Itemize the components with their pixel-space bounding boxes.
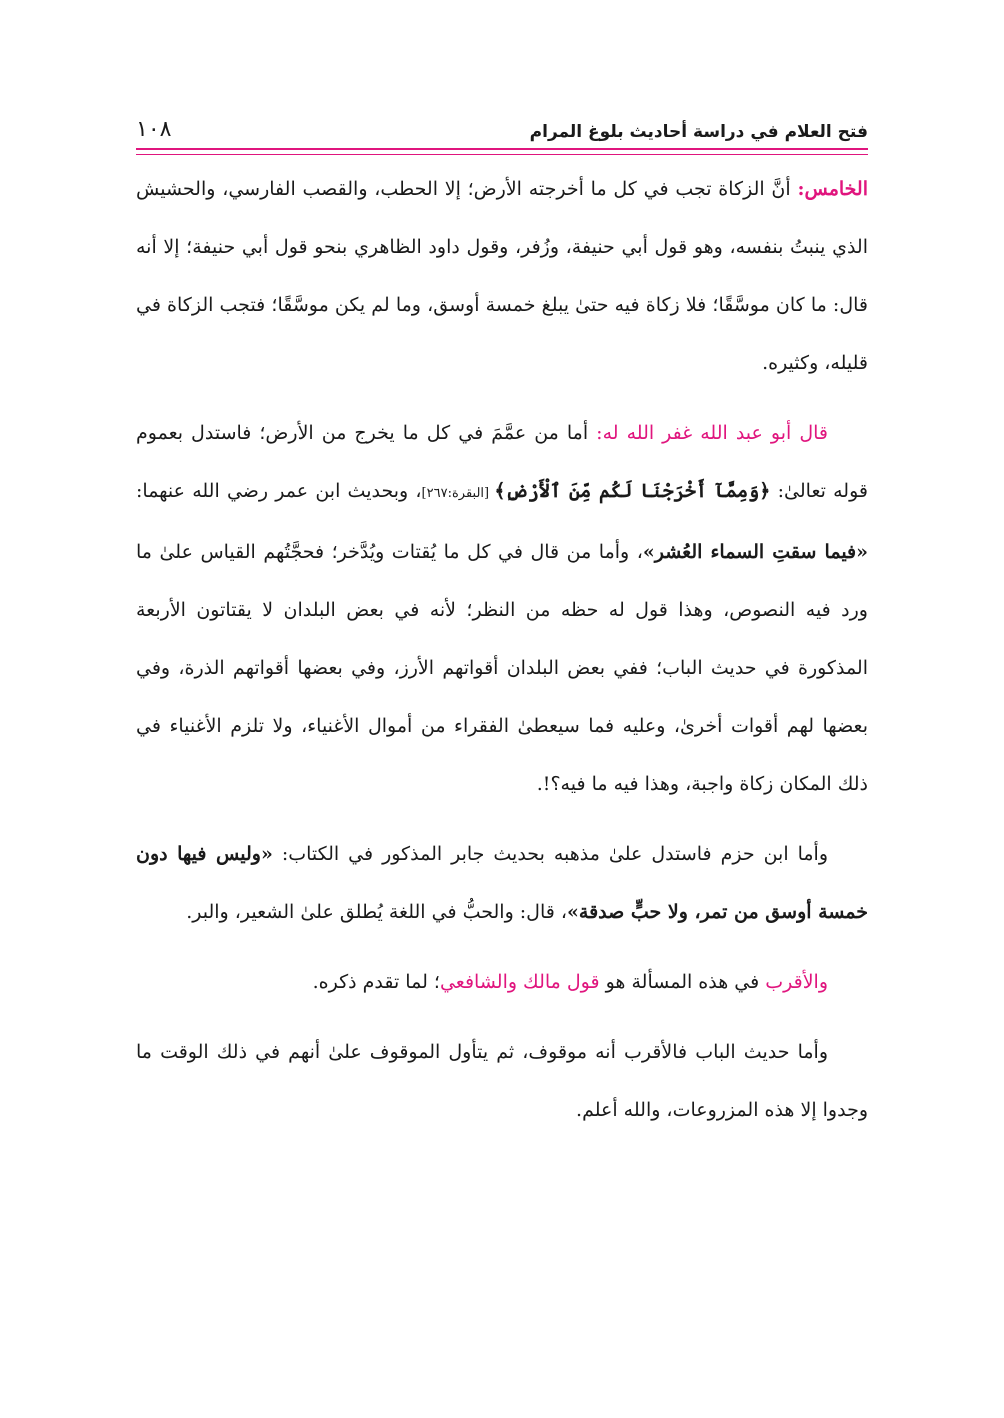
- paragraph-text: وأما ابن حزم فاستدل علىٰ مذهبه بحديث جابر المذكور في الكتاب:: [272, 843, 828, 865]
- conclusion-label: والأقرب: [765, 971, 828, 993]
- hadith-quote: «فيما سقتِ السماء العُشر»: [642, 541, 869, 563]
- hadith-quote: «وليس فيها دون خمسة أوسق من تمر، ولا حبٍّ صدقة»: [136, 843, 868, 923]
- header-divider: [136, 148, 868, 155]
- paragraph-text: أنَّ الزكاة تجب في كل ما أخرجته الأرض؛ إلا الحطب، والقصب الفارسي، والحشيش الذي ينبتُ بنفسه، وهو قول أبي حنيفة، وزُفر، وقول داود الظاهري بنحو قول أبي حنيفة؛ إلا أنه قال: ما كان موسَّقًا؛ فلا زكاة فيه حتىٰ يبلغ خمسة أوسق، وما لم يكن موسَّقًا؛ فتجب الزكاة في قليله، وكثيره.: [136, 178, 868, 374]
- highlighted-opinion: قول مالك والشافعي: [439, 971, 600, 993]
- paragraph-text: وأما حديث الباب فالأقرب أنه موقوف، ثم يتأول الموقوف علىٰ أنهم في ذلك الوقت ما وجدوا إلا هذه المزروعات، والله أعلم.: [136, 1041, 868, 1121]
- paragraph-text: ؛ لما تقدم ذكره.: [312, 971, 440, 993]
- paragraph-text: في هذه المسألة هو: [599, 971, 766, 993]
- author-note-label: قال أبو عبد الله غفر الله له:: [596, 422, 829, 444]
- paragraph-5: [136, 1023, 868, 1139]
- paragraph-text: ، وأما من قال في كل ما يُقتات ويُدَّخر؛ فحجَّتُهم القياس علىٰ ما ورد فيه النصوص، وهذا قول له حظه من النظر؛ لأنه في بعض البلدان لا يقتاتون الأربعة المذكورة في حديث الباب؛ ففي بعض البلدان أقواتهم الأرز، وفي بعضها أقواتهم الذرة، وفي بعضها لهم أقوات أخرىٰ، وعليه فما سيعطىٰ الفقراء من أموال الأغنياء، ولا تلزم الأغنياء في ذلك المكان زكاة واجبة، وهذا فيه ما فيه؟!.: [136, 541, 868, 795]
- page-header: [136, 112, 868, 142]
- paragraph-4: [136, 953, 868, 1011]
- paragraph-text: ، قال: والحبُّ في اللغة يُطلق علىٰ الشعير، والبر.: [186, 901, 568, 923]
- quran-verse: ﴿وَمِمَّآ أَخْرَجْنَا لَكُم مِّنَ ٱلْأَرْضِ﴾: [494, 480, 771, 502]
- paragraph-label: الخامس:: [797, 178, 868, 200]
- paragraph-1: [136, 160, 868, 392]
- paragraph-2: [136, 404, 868, 813]
- page-body: [136, 160, 868, 1358]
- book-title: فتح العلام في دراسة أحاديث بلوغ المرام: [529, 122, 868, 142]
- paragraph-3: [136, 825, 868, 941]
- paragraph-text: أما من عمَّمَ في كل ما يخرج من الأرض؛ فاستدل بعموم قوله تعالىٰ:: [136, 422, 868, 502]
- page-number: ١٠٨: [136, 117, 172, 142]
- verse-reference: [البقرة:٢٦٧]: [421, 486, 495, 501]
- paragraph-text: ، وبحديث ابن عمر رضي الله عنهما:: [136, 480, 422, 502]
